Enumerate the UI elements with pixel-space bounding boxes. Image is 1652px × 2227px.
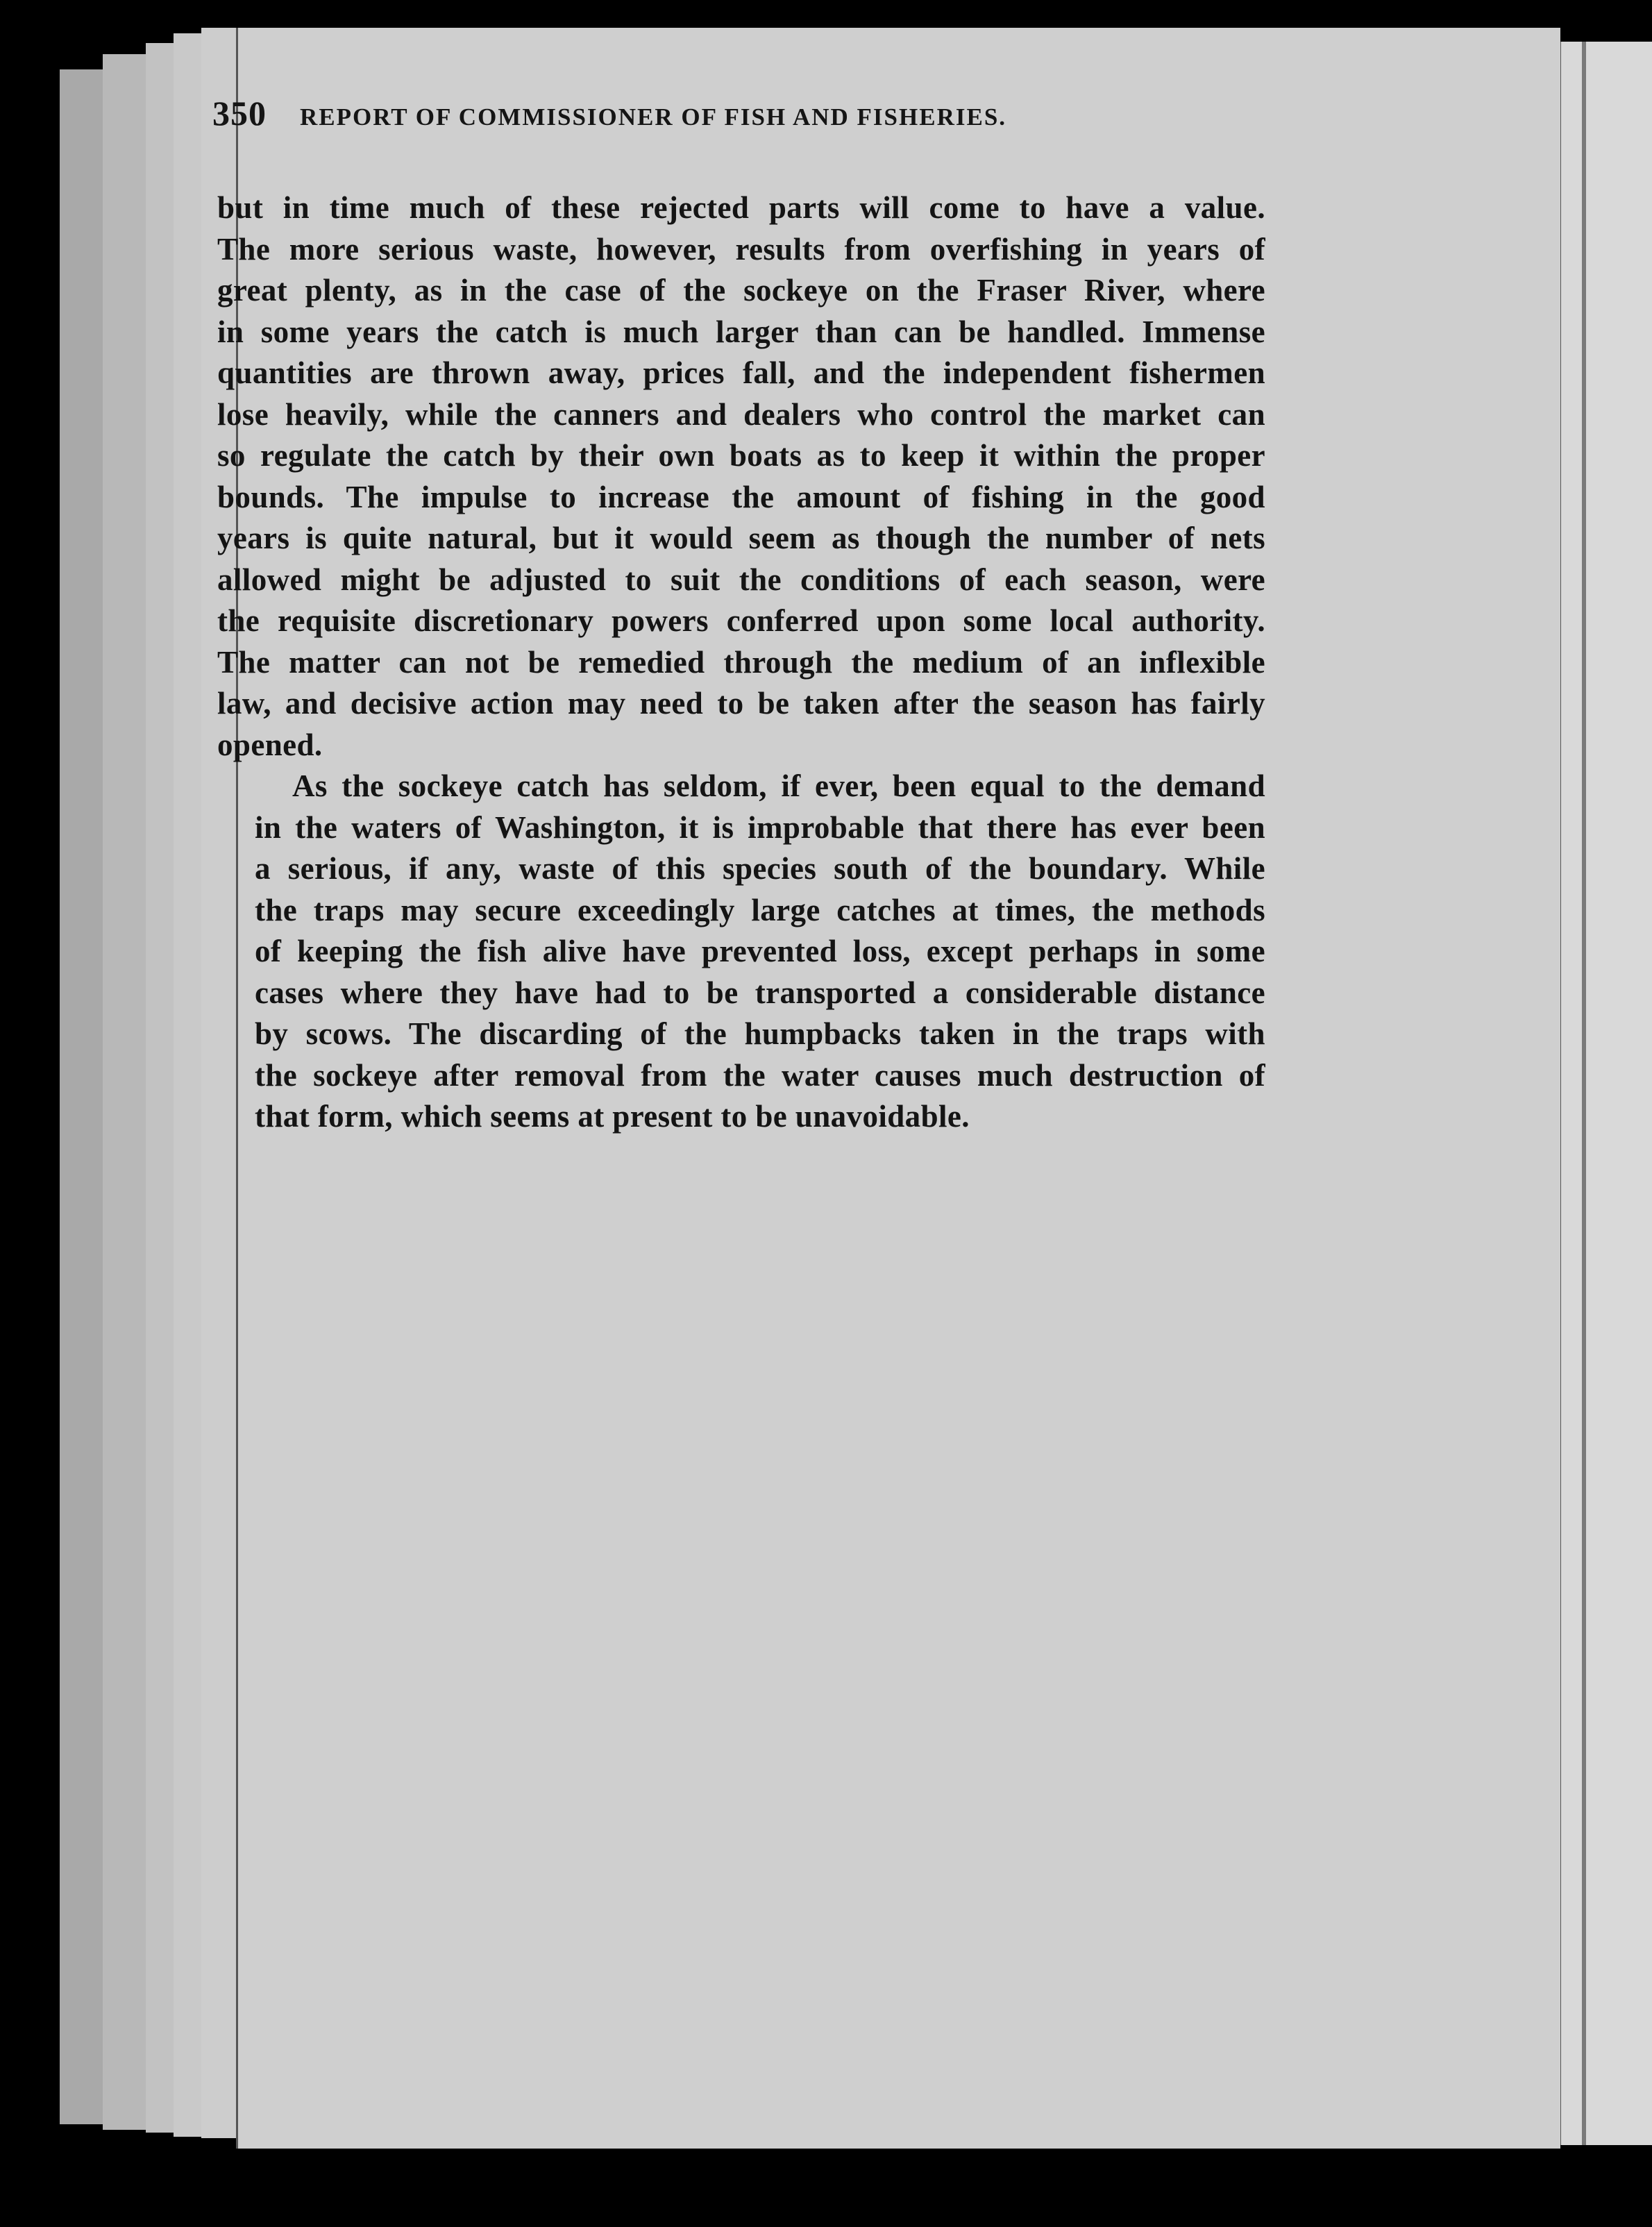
text-line: in some years the catch is much larger than can be handled. Immense bbox=[217, 314, 1265, 349]
text-line: the traps may secure exceedingly large catches at times, the methods bbox=[255, 892, 1265, 927]
text-line: in the waters of Washington, it is improbable that there has ever been bbox=[255, 809, 1265, 845]
page-fold bbox=[1582, 42, 1586, 2145]
text-line: cases where they have had to be transported a considerable distance bbox=[255, 975, 1265, 1010]
text-line: the requisite discretionary powers conferred upon some local authority. bbox=[217, 603, 1265, 638]
text-line: bounds. The impulse to increase the amount of fishing in the good bbox=[217, 479, 1265, 514]
text-line: opened. bbox=[217, 727, 323, 762]
text-line: law, and decisive action may need to be taken after the season has fairly bbox=[217, 686, 1265, 721]
paragraph bbox=[217, 187, 1265, 766]
text-line: so regulate the catch by their own boats as to keep it within the proper bbox=[217, 438, 1265, 473]
text-line: a serious, if any, waste of this species south of the boundary. While bbox=[255, 851, 1265, 886]
paragraph bbox=[217, 766, 1265, 1138]
body-text bbox=[217, 187, 1265, 1138]
page-number: 350 bbox=[212, 94, 267, 133]
text-line: The matter can not be remedied through the medium of an inflexible bbox=[217, 644, 1265, 680]
text-line: the sockeye after removal from the water causes much destruction of bbox=[255, 1057, 1265, 1093]
text-line: quantities are thrown away, prices fall, and the independent fishermen bbox=[217, 355, 1265, 390]
text-line: that form, which seems at present to be unavoidable. bbox=[255, 1099, 970, 1134]
text-line: As the sockeye catch has seldom, if ever, been equal to the demand bbox=[292, 768, 1265, 803]
running-head: REPORT OF COMMISSIONER OF FISH AND FISHERIES. bbox=[300, 103, 1007, 131]
page-header bbox=[212, 93, 1392, 133]
text-line: allowed might be adjusted to suit the conditions of each season, were bbox=[217, 562, 1265, 597]
text-line: of keeping the fish alive have prevented loss, except perhaps in some bbox=[255, 934, 1265, 968]
text-line: years is quite natural, but it would seem as though the number of nets bbox=[217, 521, 1265, 555]
facing-page-edge bbox=[1558, 42, 1652, 2145]
text-line: but in time much of these rejected parts will come to have a value. bbox=[217, 190, 1265, 225]
text-line: lose heavily, while the canners and dealers who control the market can bbox=[217, 396, 1265, 432]
text-line: The more serious waste, however, results from overfishing in years of bbox=[217, 231, 1265, 267]
text-line: great plenty, as in the case of the sockeye on the Fraser River, where bbox=[217, 273, 1265, 308]
text-line: by scows. The discarding of the humpbacks taken in the traps with bbox=[255, 1016, 1265, 1051]
